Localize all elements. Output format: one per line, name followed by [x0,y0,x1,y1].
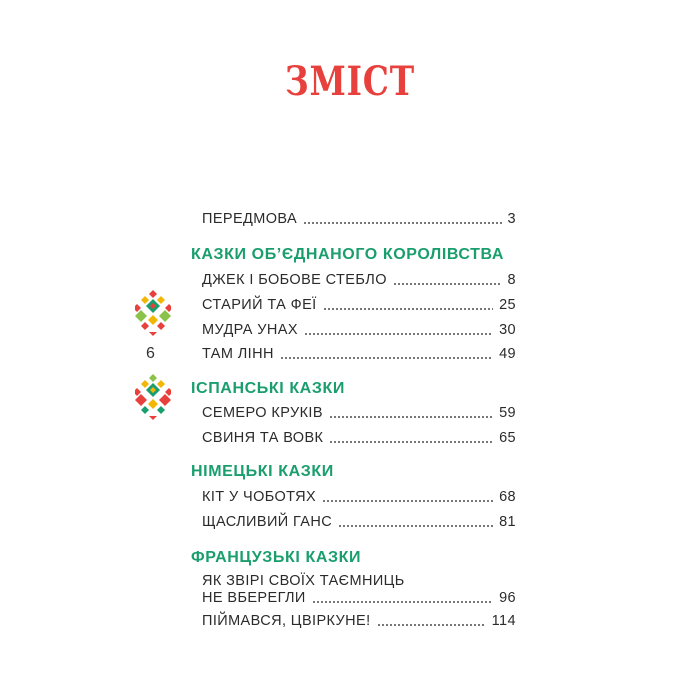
toc-entry[interactable] [202,430,516,447]
toc-entry-label: ПІЙМАВСЯ, ЦВІРКУНЕ! [202,613,371,629]
toc-entry-preface[interactable] [202,211,516,228]
toc-entry-page: 65 [499,430,516,446]
folk-ornament-icon [135,374,171,420]
section-heading-german: НІМЕЦЬКІ КАЗКИ [191,463,334,480]
section-heading-spanish: ІСПАНСЬКІ КАЗКИ [191,380,345,397]
toc-entry[interactable] [202,573,516,607]
toc-entry-label-line1: ЯК ЗВІРІ СВОЇХ ТАЄМНИЦЬ [202,573,405,589]
toc-entry-label: МУДРА УНАХ [202,322,298,338]
toc-entry-row [202,590,516,607]
toc-entry[interactable] [202,297,516,314]
toc-entry-label: ПЕРЕДМОВА [202,211,298,227]
toc-entry[interactable] [202,272,516,289]
toc-entry-page: 25 [499,297,516,313]
toc-entry[interactable] [202,346,516,363]
dot-leader [304,333,493,335]
toc-entry-page: 8 [507,272,516,288]
toc-entry-page: 59 [499,405,516,421]
toc-entry-label: СТАРИЙ ТА ФЕЇ [202,297,317,313]
dot-leader [329,416,493,418]
toc-entry[interactable] [202,322,516,339]
toc-entry-label: ТАМ ЛІНН [202,346,274,362]
toc-entry-label: ДЖЕК І БОБОВЕ СТЕБЛО [202,272,387,288]
dot-leader [312,601,493,603]
toc-entry-label: СЕМЕРО КРУКІВ [202,405,323,421]
dot-leader [338,525,493,527]
toc-entry[interactable] [202,613,516,630]
dot-leader [329,441,493,443]
toc-entry-page: 96 [499,590,516,606]
toc-entry[interactable] [202,489,516,506]
toc-entry-label: СВИНЯ ТА ВОВК [202,430,324,446]
dot-leader [280,357,493,359]
toc-entry-label: ЩАСЛИВИЙ ГАНС [202,514,333,530]
toc-entry-page: 68 [499,489,516,505]
dot-leader [393,283,502,285]
page-number: 6 [146,345,155,362]
toc-entry[interactable] [202,514,516,531]
dot-leader [377,624,486,626]
toc-entry[interactable] [202,405,516,422]
toc-entry-page: 3 [507,211,516,227]
toc-entry-page: 81 [499,514,516,530]
folk-ornament-icon [135,290,171,336]
dot-leader [303,222,501,224]
toc-entry-label-line2: НЕ ВБЕРЕГЛИ [202,590,306,606]
toc-entry-page: 49 [499,346,516,362]
section-heading-uk: КАЗКИ ОБ’ЄДНАНОГО КОРОЛІВСТВА [191,246,505,263]
dot-leader [322,500,493,502]
page-title: ЗМІСТ [285,58,415,105]
dot-leader [323,308,493,310]
toc-entry-page: 30 [499,322,516,338]
toc-entry-label: КІТ У ЧОБОТЯХ [202,489,317,505]
toc-entry-page: 114 [491,613,516,629]
section-heading-french: ФРАНЦУЗЬКІ КАЗКИ [191,549,362,566]
